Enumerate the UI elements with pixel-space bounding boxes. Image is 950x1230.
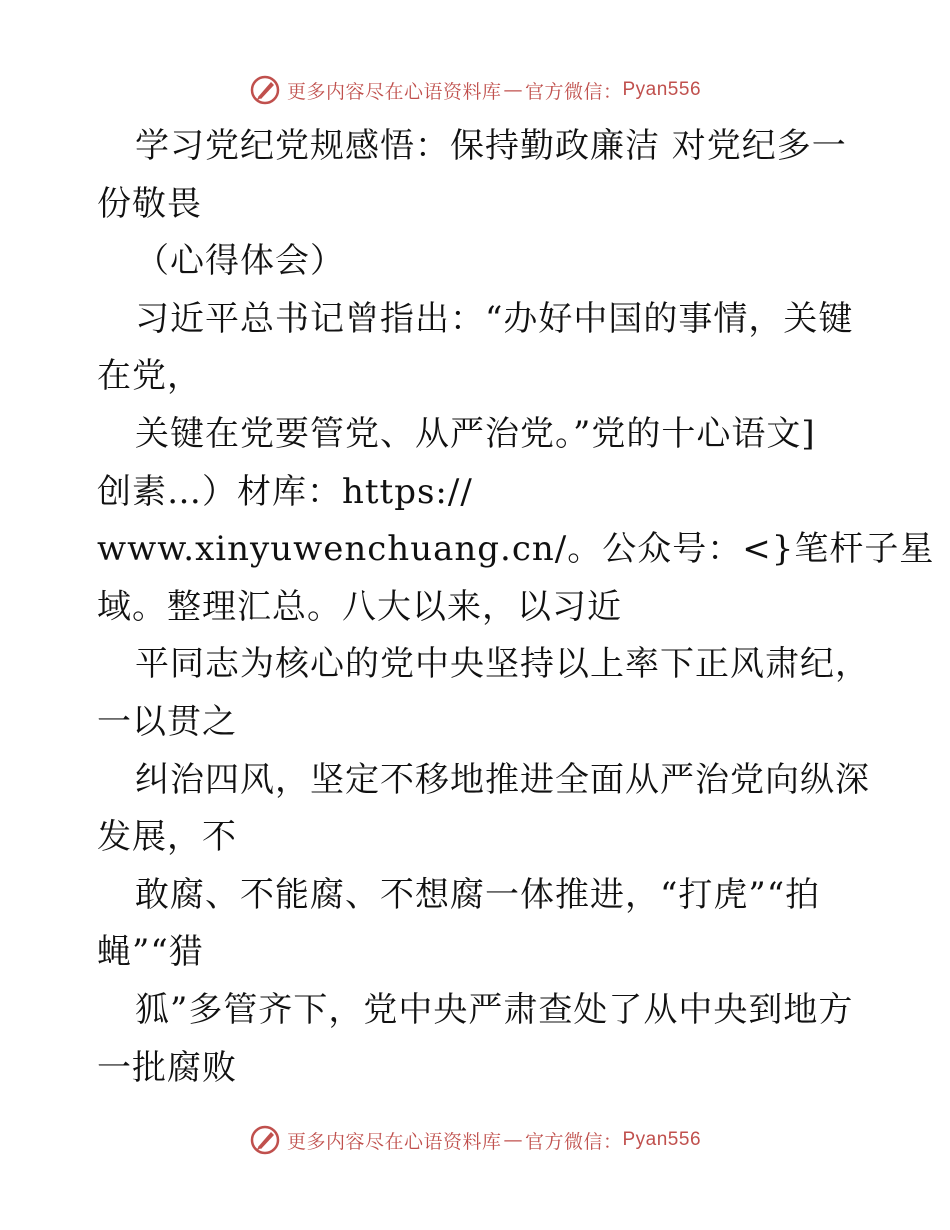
quill-pen-icon bbox=[249, 1124, 281, 1156]
document-line: 份敬畏 bbox=[97, 183, 202, 224]
document-line: 创素…）材库：https:// bbox=[97, 471, 473, 512]
document-line: 关键在党要管党、从严治党。”党的十心语文] bbox=[135, 413, 816, 454]
document-line: （心得体会） bbox=[135, 241, 345, 282]
document-line: 习近平总书记曾指出：“办好中国的事情，关键 bbox=[135, 298, 854, 339]
footer-banner bbox=[0, 1120, 950, 1160]
header-banner bbox=[0, 70, 950, 110]
banner-wechat-id: Pyan556 bbox=[622, 79, 702, 100]
document-line: 一以贯之 bbox=[97, 701, 237, 742]
banner-wechat-id: Pyan556 bbox=[622, 1129, 702, 1150]
banner-wechat-label: 官方微信： bbox=[524, 1130, 623, 1153]
quill-pen-icon bbox=[249, 74, 281, 106]
document-body bbox=[97, 118, 935, 1097]
document-line: 纠治四风，坚定不移地推进全面从严治党向纵深 bbox=[135, 759, 870, 800]
document-line: 蝇”“猎 bbox=[97, 932, 204, 973]
banner-main-text: 更多内容尽在心语资料库 bbox=[286, 1130, 502, 1153]
document-line: www.xinyuwenchuang.cn/。公众号：<}笔杆子星 bbox=[97, 529, 935, 570]
banner-wechat-label: 官方微信： bbox=[524, 80, 623, 103]
banner-separator: — bbox=[503, 1129, 523, 1151]
document-line: 狐”多管齐下，党中央严肃查处了从中央到地方 bbox=[135, 989, 854, 1030]
document-line: 一批腐败 bbox=[97, 1047, 237, 1088]
document-line: 平同志为核心的党中央坚持以上率下正风肃纪， bbox=[135, 644, 870, 685]
document-line: 学习党纪党规感悟：保持勤政廉洁 对党纪多一 bbox=[135, 126, 847, 166]
banner-main-text: 更多内容尽在心语资料库 bbox=[286, 80, 502, 103]
document-line: 敢腐、不能腐、不想腐一体推进，“打虎”“拍 bbox=[135, 874, 821, 915]
document-line: 在党， bbox=[97, 356, 202, 397]
banner-separator: — bbox=[503, 79, 523, 101]
document-line: 域。整理汇总。八大以来，以习近 bbox=[97, 586, 622, 627]
document-line: 发展，不 bbox=[97, 817, 237, 858]
